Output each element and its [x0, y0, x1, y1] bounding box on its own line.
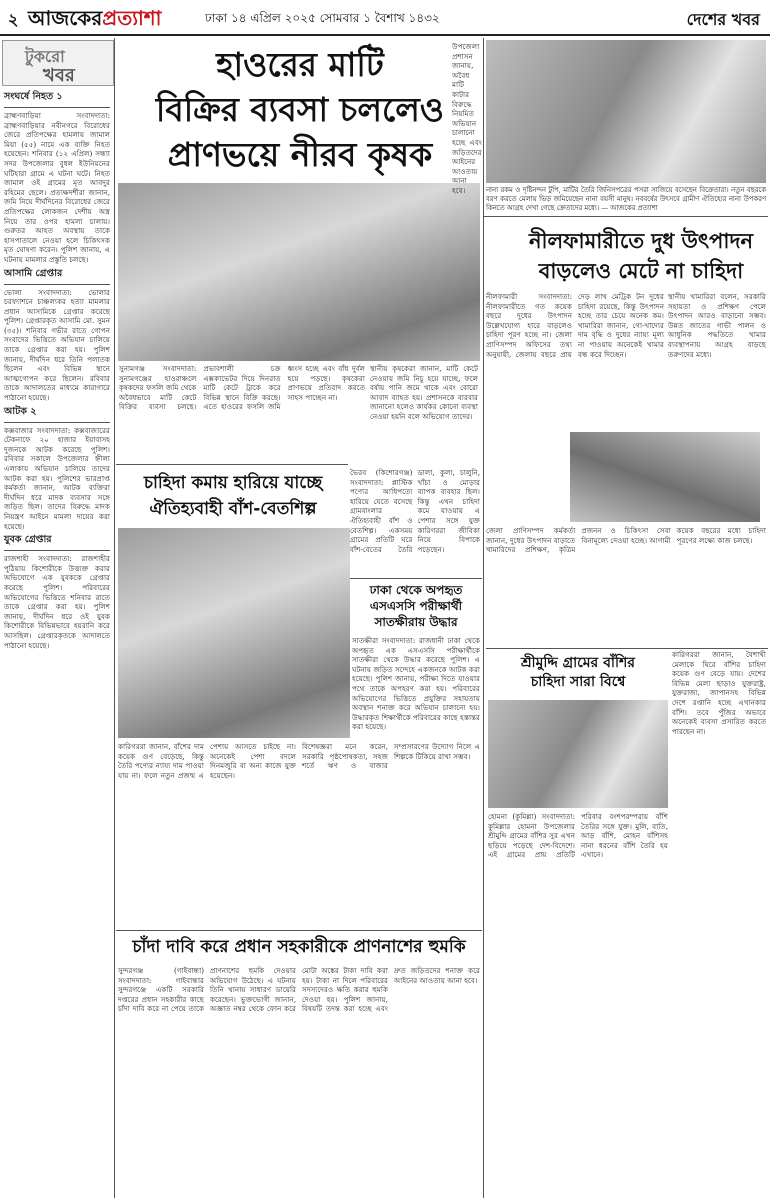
- page-number: ২: [8, 10, 19, 29]
- flute-maker-photo: [488, 700, 668, 808]
- bamboo-craftsman-photo: [118, 528, 350, 738]
- milk-text-3: জেলা প্রাণিসম্পদ কর্মকর্তা জানান, দুধের উৎপাদন বাড়াতে খামারিদের প্রশিক্ষণ, কৃত্রিম প্রজনন ও চিকিৎসা সেবা বিনামূল্যে দেওয়া হচ্ছে। আগামী কয়েক বছরের মধ্যে চাহিদা পূরণের লক্ষ্যে কাজ চলছে।: [486, 526, 766, 555]
- ssc-headline-line-2: এসএসসি পরীক্ষার্থী: [369, 599, 463, 613]
- flute-headline: [488, 654, 668, 692]
- divider: [350, 578, 482, 579]
- bamboo-text-1: ভৈরব (কিশোরগঞ্জ) সংবাদদাতা: প্লাস্টিক পণ্যের আধিপত্যে হারিয়ে যেতে বসেছে গ্রামবাংলার ঐতিহ্যবাহী বাঁশ ও বেতশিল্প। একসময় গ্রামের প্রতিটি ঘরে বাঁশ-বেতের তৈরি ডালা, কুলা, চালুনি, খাঁচা ও মোড়ার ব্যাপক ব্যবহার ছিল। কিন্তু এখন চাহিদা কমে যাওয়ায় এ পেশার সঙ্গে যুক্ত কারিগররা জীবিকা নিয়ে বিপাকে পড়েছেন।: [350, 468, 480, 554]
- fair-photo-caption: নানা রকম ও দৃষ্টিনন্দন টুপি, মাটির তৈরি জিনিসপত্রের পসরা সাজিয়ে বসেছেন বিক্রেতারা। নতুন বছরকে বরণ করতে মেলায় ভিড় জমিয়েছেন নানা বয়সী মানুষ। নববর্ষের উৎসবে গ্রামীণ ঐতিহ্যের নানা উপকরণ কিনতে আগ্রহ দেখা গেছে ক্রেতাদের মধ্যে। — আজকের প্রত্যাশা: [486, 186, 766, 212]
- milk-body-2: [668, 292, 766, 430]
- threat-body: সুন্দরগঞ্জ (গাইবান্ধা) সংবাদদাতা: গাইবান্ধার সুন্দরগঞ্জে একটি সরকারি দপ্তরের প্রধান সহকারীর কাছে চাঁদা দাবি করে না পেয়ে তাকে প্রাণনাশের হুমকি দেওয়ার অভিযোগ উঠেছে। এ ঘটনায় তিনি থানায় সাধারণ ডায়েরি করেছেন। ভুক্তভোগী জানান, অজ্ঞাত নম্বর থেকে ফোন করে মোটা অঙ্কের টাকা দাবি করা হয়। টাকা না দিলে পরিবারের সদস্যদেরও ক্ষতি করার হুমকি দেওয়া হয়। পুলিশ জানায়, বিষয়টি তদন্ত করা হচ্ছে এবং দ্রুত জড়িতদের শনাক্ত করে আইনের আওতায় আনা হবে।: [118, 966, 480, 1014]
- brief-2-title: আসামি গ্রেপ্তার: [4, 267, 110, 285]
- divider: [116, 930, 482, 931]
- threat-headline: চাঁদা দাবি করে প্রধান সহকারীকে প্রাণনাশের হুমকি: [132, 937, 466, 957]
- haor-headline-line-1: হাওরের মাটি: [216, 45, 384, 84]
- haor-excavator-photo: [118, 183, 480, 361]
- haor-body-1: [119, 364, 365, 460]
- brief-4-text: রাজশাহী সংবাদদাতা: রাজশাহীর পুঠিয়ায় কিশোরীকে উত্ত্যক্ত করার অভিযোগে এক যুবককে গ্রেপ্তার করেছে পুলিশ। পরিবারের অভিযোগের ভিত্তিতে শনিবার রাতে তাকে গ্রেপ্তার করা হয়। পুলিশ জানায়, দীর্ঘদিন ধরে ওই যুবক কিশোরীকে বিভিন্নভাবে হয়রানি করে আসছিল। গ্রেপ্তারকৃতকে আদালতে পাঠানো হয়েছে।: [4, 554, 110, 650]
- new-year-fair-photo: [486, 40, 766, 183]
- milk-headline: [514, 226, 768, 286]
- divider: [116, 464, 348, 465]
- logo-word-b: খবর: [43, 65, 75, 86]
- brief-4-title: যুবক গ্রেপ্তার: [4, 533, 110, 551]
- milk-body-3: [486, 526, 766, 644]
- haor-headline: [150, 42, 450, 177]
- flute-headline-line-1: শ্রীমুদ্দি গ্রামের বাঁশির: [521, 655, 635, 671]
- brief-1-text: ব্রাহ্মণবাড়িয়া সংবাদদাতা: ব্রাহ্মণবাড়িয়ার নবীনগরে বিরোধের জেরে প্রতিপক্ষের হামলায় জামাল মিয়া (৫৫) নামে এক ব্যক্তি নিহত হয়েছেন। শনিবার (১২ এপ্রিল) সন্ধ্যা সদর উপজেলার বুধল ইউনিয়নের ঘটিহারা গ্রামে এ ঘটনা ঘটে। নিহত জামাল ওই গ্রামের মৃত আবদুর রহিমের ছেলে। প্রত্যক্ষদর্শীরা জানান, জমি নিয়ে দীর্ঘদিনের বিরোধের জেরে প্রতিপক্ষের লোকজন দেশীয় অস্ত্র নিয়ে তার ওপর হামলা চালায়। গুরুতর আহত অবস্থায় তাকে হাসপাতালে নেওয়া হলে চিকিৎসক মৃত ঘোষণা করেন। পুলিশ জানায়, এ ঘটনায় মামলার প্রস্তুতি চলছে।: [4, 111, 110, 264]
- haor-headline-line-2: বিক্রির ব্যবসা চললেও: [155, 90, 445, 129]
- flute-body-1: [488, 812, 668, 1198]
- bamboo-headline-line-2: ঐতিহ্যবাহী বাঁশ-বেতশিল্প: [149, 499, 317, 519]
- ssc-headline: [352, 582, 480, 630]
- column-divider: [114, 38, 115, 1198]
- bamboo-text-2: কারিগররা জানান, বাঁশের দাম কয়েক গুণ বেড়েছে, কিন্তু তৈরি পণ্যের ন্যায্য দাম পাওয়া যায় না। ফলে নতুন প্রজন্ম এ পেশায় আসতে চাইছে না। অনেকেই পেশা বদলে দিনমজুরি বা অন্য কাজে যুক্ত হয়েছেন।: [118, 742, 296, 780]
- flute-text-1: হোমনা (কুমিল্লা) সংবাদদাতা: কুমিল্লার হোমনা উপজেলার শ্রীমুদ্দি গ্রামের বাঁশির সুর এখন ছড়িয়ে পড়েছে দেশ-বিদেশে। এই গ্রামের প্রায় প্রতিটি পরিবার বংশপরম্পরায় বাঁশি তৈরির সঙ্গে যুক্ত। মুলি, বাতি, আড় বাঁশি, মোহন বাঁশিসহ নানা ধরনের বাঁশি তৈরি হয় এখানে।: [488, 812, 668, 860]
- haor-headline-line-3: প্রাণভয়ে নীরব কৃষক: [167, 135, 433, 174]
- bamboo-body-2: [118, 742, 480, 928]
- dateline: ঢাকা ১৪ এপ্রিল ২০২৫ সোমবার ১ বৈশাখ ১৪৩২: [205, 11, 440, 25]
- milk-farmer-photo: [570, 432, 760, 522]
- brief-2-text: ভোলা সংবাদদাতা: ভোলার চরফ্যাশনে চাঞ্চল্যকর হত্যা মামলার প্রধান আসামিকে গ্রেপ্তার করেছে পুলিশ। গ্রেপ্তারকৃত আসামি মো. সুমন (৩৫)। শনিবার গভীর রাতে গোপন সংবাদের ভিত্তিতে অভিযান চালিয়ে তাকে গ্রেপ্তার করা হয়। পুলিশ জানায়, দীর্ঘদিন ধরে তিনি পলাতক ছিলেন এবং বিভিন্ন স্থানে আত্মগোপন করে ছিলেন। রবিবার তাকে আদালতের মাধ্যমে কারাগারে পাঠানো হয়েছে।: [4, 287, 110, 403]
- divider: [484, 216, 768, 217]
- brief-news-logo: [2, 40, 114, 86]
- divider: [486, 648, 768, 649]
- ssc-headline-line-1: ঢাকা থেকে অপহৃত: [369, 583, 463, 597]
- flute-headline-line-2: চাহিদা সারা বিশ্বে: [530, 674, 626, 690]
- haor-text-2: স্থানীয় কৃষকেরা জানান, মাটি কেটে নেওয়ায় জমি নিচু হয়ে যাচ্ছে, ফলে বর্ষায় পানি জমে থাকে এবং বোরো আবাদ ব্যাহত হয়। প্রশাসনকে বারবার জানানো হলেও কার্যকর কোনো ব্যবস্থা নেওয়া হয়নি বলে অভিযোগ তাদের।: [370, 364, 478, 421]
- logo-word-a: টুকরো: [25, 47, 65, 66]
- haor-text-1: সুনামগঞ্জ সংবাদদাতা: সুনামগঞ্জের হাওরাঞ্চলে কৃষকদের ফসলি জমি থেকে অবৈধভাবে মাটি কেটে বিক্রির ব্যবসা চলছে। প্রভাবশালী চক্র এক্সকাভেটর দিয়ে দিনরাত মাটি কেটে ট্রাকে করে বিভিন্ন স্থানে বিক্রি করছে। এতে হাওরের ফসলি জমি ধ্বংস হচ্ছে এবং বাঁধ দুর্বল হয়ে পড়ছে। কৃষকেরা প্রাণভয়ে প্রতিবাদ করতে সাহস পাচ্ছেন না।: [119, 364, 365, 412]
- ssc-headline-line-3: সাতক্ষীরায় উদ্ধার: [374, 615, 458, 629]
- brief-news-column: [4, 88, 110, 1196]
- column-divider: [483, 38, 484, 1198]
- ssc-body: সাতক্ষীরা সংবাদদাতা: রাজধানী ঢাকা থেকে অপহৃত এক এসএসসি পরীক্ষার্থীকে সাতক্ষীরা থেকে উদ্ধার করেছে পুলিশ। এ ঘটনায় জড়িত সন্দেহে একজনকে আটক করা হয়েছে। পুলিশ জানায়, পরীক্ষা দিতে যাওয়ার পথে তাকে অপহরণ করা হয়। পরিবারের অভিযোগের ভিত্তিতে প্রযুক্তির সহায়তায় অবস্থান শনাক্ত করে অভিযান চালানো হয়। উদ্ধারকৃত শিক্ষার্থীকে পরিবারের কাছে হস্তান্তর করা হয়েছে।: [352, 636, 480, 732]
- masthead-part-b: প্রত্যাশা: [102, 6, 162, 30]
- milk-headline-line-2: বাড়লেও মেটে না চাহিদা: [538, 259, 744, 283]
- haor-text-3: উপজেলা প্রশাসন জানায়, অবৈধ মাটি কাটার বিরুদ্ধে নিয়মিত অভিযান চালানো হচ্ছে এবং জড়িতদের আইনের আওতায় আনা হবে।: [452, 42, 482, 195]
- milk-text-2: স্থানীয় খামারিরা বলেন, সরকারি সহায়তা ও প্রশিক্ষণ পেলে উৎপাদন আরও বাড়ানো সম্ভব। উন্নত জাতের গাভী পালন ও আধুনিক পদ্ধতিতে খামার ব্যবস্থাপনায় আগ্রহ বাড়ছে তরুণদের মধ্যে।: [668, 292, 766, 359]
- bamboo-text-3: বিশেষজ্ঞরা মনে করেন, সরকারি পৃষ্ঠপোষকতা, সহজ শর্তে ঋণ ও বাজার সম্প্রসারণের উদ্যোগ নিলে এ শিল্পকে টিকিয়ে রাখা সম্ভব।: [302, 742, 480, 771]
- haor-body-3: [452, 42, 482, 195]
- flute-text-2: কারিগররা জানান, বৈশাখী মেলাকে ঘিরে বাঁশির চাহিদা কয়েক গুণ বেড়ে যায়। দেশের বিভিন্ন মেলা ছাড়াও যুক্তরাষ্ট্র, যুক্তরাজ্য, জাপানসহ বিভিন্ন দেশে রপ্তানি হচ্ছে এখানকার বাঁশি। তবে পুঁজির অভাবে অনেকেই ব্যবসা প্রসারিত করতে পারছেন না।: [672, 650, 766, 736]
- page-header: [0, 0, 770, 36]
- brief-1-title: সংঘর্ষে নিহত ১: [4, 90, 110, 108]
- flute-body-2: [672, 650, 766, 1198]
- bamboo-headline: [118, 470, 348, 522]
- brief-3-title: আটক ২: [4, 405, 110, 423]
- brief-3-text: কক্সবাজার সংবাদদাতা: কক্সবাজারের টেকনাফে ২০ হাজার ইয়াবাসহ দুজনকে আটক করেছে পুলিশ। রবিবার সকালে উপজেলার হ্নীলা এলাকায় অভিযান চালিয়ে তাদের আটক করা হয়। পুলিশের ভারপ্রাপ্ত কর্মকর্তা জানান, আটক ব্যক্তিরা দীর্ঘদিন ধরে মাদক ব্যবসার সঙ্গে জড়িত ছিল। তাদের বিরুদ্ধে মাদক নিয়ন্ত্রণ আইনে মামলা দায়ের করা হয়েছে।: [4, 425, 110, 531]
- bamboo-headline-line-1: চাহিদা কমায় হারিয়ে যাচ্ছে: [143, 473, 323, 493]
- bamboo-body-1: [350, 468, 480, 574]
- haor-body-2: [370, 364, 478, 460]
- milk-text-1: নীলফামারী সংবাদদাতা: নীলফামারীতে গত কয়েক বছরে দুধের উৎপাদন উল্লেখযোগ্য হারে বাড়লেও চাহিদা পূরণ হচ্ছে না। জেলা প্রাণিসম্পদ অফিসের তথ্য অনুযায়ী, জেলায় বছরে প্রায় দেড় লাখ মেট্রিক টন দুধের চাহিদা রয়েছে, কিন্তু উৎপাদন হচ্ছে তার চেয়ে অনেক কম। খামারিরা জানান, গো-খাদ্যের দাম বৃদ্ধি ও দুধের ন্যায্য মূল্য না পাওয়ায় অনেকেই খামার বন্ধ করে দিচ্ছেন।: [486, 292, 664, 359]
- masthead: [28, 4, 161, 37]
- masthead-part-a: আজকের: [28, 6, 103, 30]
- section-title: দেশের খবর: [686, 10, 760, 29]
- milk-headline-line-1: নীলফামারীতে দুধ উৎপাদন: [528, 229, 754, 253]
